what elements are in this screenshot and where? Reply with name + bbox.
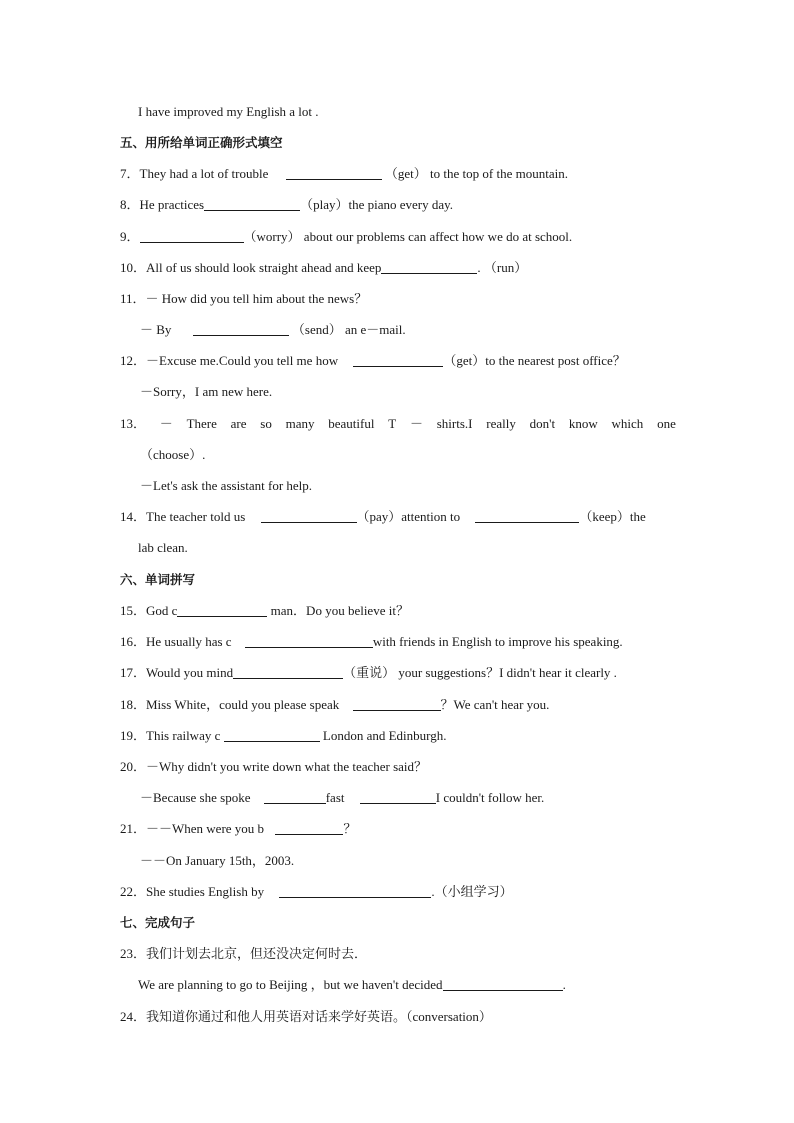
question-word: don't — [529, 416, 556, 431]
question-text: 22．She studies English by — [120, 884, 265, 899]
question-text: 14．The teacher told us — [120, 509, 246, 524]
question-text: with friends in English to improve his speaking. — [372, 634, 623, 649]
question-20 — [120, 757, 676, 777]
question-text: ？ — [343, 821, 357, 836]
question-text: 20．－Why didn't you write down what the teacher said？ — [120, 759, 428, 774]
question-word: － — [409, 416, 423, 431]
question-text: （send） an e－mail. — [291, 322, 406, 337]
question-text: （choose）. — [140, 447, 206, 462]
question-11-answer — [140, 320, 676, 340]
question-word: shirts.I — [436, 416, 473, 431]
answer-blank[interactable] — [353, 352, 443, 367]
question-word: 13． — [120, 416, 147, 431]
answer-blank[interactable] — [140, 228, 244, 243]
question-word: There — [186, 416, 217, 431]
answer-blank[interactable] — [475, 508, 579, 523]
question-23-answer — [138, 975, 676, 995]
answer-blank[interactable] — [279, 883, 431, 898]
question-word: which — [611, 416, 644, 431]
question-24 — [120, 1007, 676, 1027]
question-7 — [120, 164, 676, 184]
question-text: We are planning to go to Beijing ，but we haven't decided — [138, 977, 443, 992]
question-word: one — [657, 416, 676, 431]
answer-blank[interactable] — [261, 508, 357, 523]
question-12 — [120, 351, 676, 371]
question-word: know — [568, 416, 598, 431]
question-text: .（小组学习） — [431, 884, 513, 899]
question-13-answer — [140, 476, 676, 496]
answer-blank[interactable] — [245, 633, 373, 648]
question-text: I couldn't follow her. — [435, 790, 545, 805]
question-text: 23．我们计划去北京，但还没决定何时去． — [120, 946, 368, 961]
question-9 — [120, 227, 676, 247]
heading-text: 六、单词拼写 — [120, 572, 196, 587]
question-word: many — [285, 416, 315, 431]
question-text: －－On January 15th，2003. — [140, 853, 295, 868]
answer-blank[interactable] — [275, 820, 343, 835]
question-text: 12．－Excuse me.Could you tell me how — [120, 353, 339, 368]
question-text: （keep）the — [579, 509, 646, 524]
answer-blank[interactable] — [233, 664, 343, 679]
question-text: （get）to the nearest post office？ — [443, 353, 626, 368]
question-text: （worry） about our problems can affect how we do at school. — [243, 229, 573, 244]
section-heading-7 — [120, 913, 676, 933]
answer-blank[interactable] — [381, 259, 477, 274]
question-13 — [120, 414, 676, 434]
question-text: （play）the piano every day. — [300, 197, 454, 212]
question-text: （重说） your suggestions？I didn't hear it clearly . — [343, 665, 617, 680]
question-text: ？We can't hear you. — [440, 697, 550, 712]
question-text: 10．All of us should look straight ahead and keep — [120, 260, 382, 275]
question-20-answer — [140, 788, 676, 808]
answer-blank[interactable] — [264, 789, 326, 804]
answer-blank[interactable] — [177, 602, 267, 617]
question-text: 16．He usually has c — [120, 634, 232, 649]
question-word: － — [159, 416, 173, 431]
heading-text: 五、用所给单词正确形式填空 — [120, 135, 283, 150]
question-text: 17．Would you mind — [120, 665, 234, 680]
question-text: 9． — [120, 229, 140, 244]
section-heading-5 — [120, 133, 676, 153]
answer-blank[interactable] — [193, 321, 289, 336]
answer-blank[interactable] — [360, 789, 436, 804]
question-text: man．Do you believe it？ — [270, 603, 409, 618]
question-word: so — [260, 416, 272, 431]
question-21-answer — [140, 851, 676, 871]
question-12-answer — [140, 382, 676, 402]
question-13-cont — [140, 445, 676, 465]
question-text: （get） to the top of the mountain. — [384, 166, 568, 181]
question-text: 18．Miss White，could you please speak — [120, 697, 340, 712]
answer-blank[interactable] — [286, 165, 382, 180]
question-text: 21．－－When were you b — [120, 821, 265, 836]
question-word: beautiful — [328, 416, 375, 431]
question-word: are — [230, 416, 247, 431]
question-11 — [120, 289, 676, 309]
question-text: 8．He practices — [120, 197, 205, 212]
question-text: London and Edinburgh. — [322, 728, 447, 743]
sentence: I have improved my English a lot . — [138, 104, 319, 119]
question-text: －Let's ask the assistant for help. — [140, 478, 313, 493]
question-text: － By — [140, 322, 172, 337]
question-text: fast — [325, 790, 345, 805]
question-text: . （run） — [477, 260, 528, 275]
question-text: 7．They had a lot of trouble — [120, 166, 269, 181]
question-17 — [120, 663, 676, 683]
text-line — [138, 102, 676, 122]
question-word: really — [486, 416, 516, 431]
question-word: T — [388, 416, 397, 431]
question-8 — [120, 195, 676, 215]
question-18 — [120, 695, 676, 715]
question-22 — [120, 882, 676, 902]
question-10 — [120, 258, 676, 278]
answer-blank[interactable] — [443, 976, 563, 991]
question-text: －Sorry，I am new here. — [140, 384, 273, 399]
question-23 — [120, 944, 676, 964]
answer-blank[interactable] — [353, 696, 441, 711]
question-16 — [120, 632, 676, 652]
question-text: 24．我知道你通过和他人用英语对话来学好英语。（conversation） — [120, 1009, 492, 1024]
question-19 — [120, 726, 676, 746]
heading-text: 七、完成句子 — [120, 915, 196, 930]
question-text: 11．－ How did you tell him about the news？ — [120, 291, 368, 306]
answer-blank[interactable] — [224, 727, 320, 742]
question-text: 15．God c — [120, 603, 178, 618]
question-text: －Because she spoke — [140, 790, 251, 805]
question-14 — [120, 507, 676, 527]
question-text: 19．This railway c — [120, 728, 221, 743]
section-heading-6 — [120, 570, 676, 590]
question-text: （pay）attention to — [356, 509, 461, 524]
answer-blank[interactable] — [204, 196, 300, 211]
question-21 — [120, 819, 676, 839]
question-text: lab clean. — [138, 540, 188, 555]
question-14-cont — [138, 538, 676, 558]
question-text: . — [562, 977, 566, 992]
question-15 — [120, 601, 676, 621]
